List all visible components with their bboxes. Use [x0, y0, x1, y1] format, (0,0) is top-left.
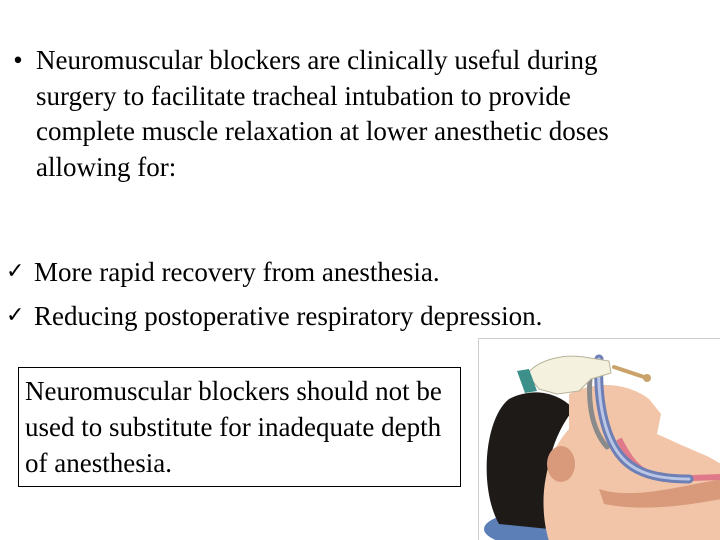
bullet-marker: •	[13, 45, 23, 75]
checkmark-icon: ✓	[6, 259, 25, 284]
main-bullet	[0, 43, 700, 185]
syringe-bulb	[643, 374, 651, 382]
check-item-text: More rapid recovery from anesthesia.	[34, 257, 440, 287]
note-box	[18, 367, 461, 487]
checkmark-icon: ✓	[6, 303, 25, 328]
note-text: Neuromuscular blockers should not be used to substitute for inadequate depth of anesthesia.	[25, 376, 442, 478]
check-item	[6, 250, 706, 294]
syringe-line	[614, 367, 644, 377]
bullet-row	[0, 43, 700, 185]
check-list	[6, 250, 706, 338]
intubation-drawing	[479, 339, 720, 540]
bullet-text: Neuromuscular blockers are clinically useful during surgery to facilitate tracheal intubation to provide complete muscle relaxation at lower anesthetic doses allowing for:	[36, 45, 609, 182]
tracheal-intubation-illustration	[478, 338, 720, 540]
ear-shape	[547, 446, 575, 482]
check-item-text: Reducing postoperative respiratory depression.	[34, 301, 543, 331]
check-item	[6, 294, 706, 338]
